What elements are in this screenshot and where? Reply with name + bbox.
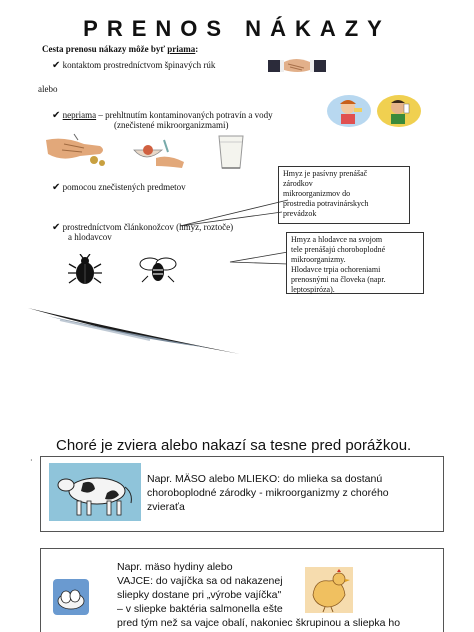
checkmark-icon: ✔ — [52, 182, 61, 193]
meat-milk-line1: Napr. MÄSO alebo MLIEKO: do mlieka sa dostanú — [147, 473, 383, 485]
bullet-arthropods: ✔ prostredníctvom článkonožcov (hmyz, roztoče) — [52, 222, 234, 233]
checkmark-icon: ✔ — [52, 60, 61, 71]
egg-line3: sliepky dostane pri „výrobe vajíčka" — [117, 589, 282, 601]
checkmark-icon: ✔ — [52, 110, 61, 121]
bee-icon — [138, 256, 178, 284]
callout-insects: Hmyz je pasívny prenášač zárodkov mikroorganizmov do prostredia potravinárskych prevádzok — [278, 166, 410, 224]
alebo-text: alebo — [38, 84, 58, 94]
eggs-icon — [53, 579, 89, 615]
poultry-egg-box — [40, 548, 444, 632]
callout-rodents: Hmyz a hlodavce na svojom tele prenášajú choroboplodné mikroorganizmy. Hlodavce trpia ochoreniami prenosnými na človeka (napr. leptospiróza). — [286, 232, 424, 294]
egg-line4: – v sliepke baktéria salmonella ešte — [117, 603, 283, 615]
bullet-direct-contact: ✔ kontaktom prostredníctvom špinavých rúk — [52, 60, 216, 71]
hen-icon — [305, 567, 353, 613]
page2-heading: Choré je zviera alebo nakazí sa tesne pred porážkou. — [56, 437, 412, 454]
egg-line1: Napr. mäso hydiny alebo — [117, 561, 233, 573]
slide-swoosh-decoration — [0, 290, 474, 360]
intro-line: Cesta prenosu nákazy môže byť priama: — [42, 44, 199, 54]
beetle-icon — [68, 254, 102, 288]
bullet-objects: ✔ pomocou znečistených predmetov — [52, 182, 186, 193]
meat-milk-line3: zvieraťa — [147, 501, 185, 513]
egg-line5: pred tým než sa vajce obalí, nakoniec škrupinou a sliepka ho — [117, 617, 401, 629]
small-bullet-dot: · — [30, 456, 33, 465]
meat-milk-box — [40, 456, 444, 532]
egg-line2: VAJCE: do vajíčka sa od nakazenej — [117, 575, 283, 587]
meat-milk-line2: choroboplodné zárodky - mikroorganizmy z chorého — [147, 487, 389, 499]
cow-icon — [49, 463, 141, 521]
slide-title: PRENOS NÁKAZY — [83, 16, 391, 41]
bullet-indirect-line2: (znečistené mikroorganizmami) — [114, 120, 229, 130]
checkmark-icon: ✔ — [52, 222, 61, 233]
bullet-arthropods-line2: a hlodavcov — [68, 232, 112, 242]
bullet-indirect: ✔ nepriama – prehltnutím kontaminovaných potravín a vody — [52, 110, 273, 121]
